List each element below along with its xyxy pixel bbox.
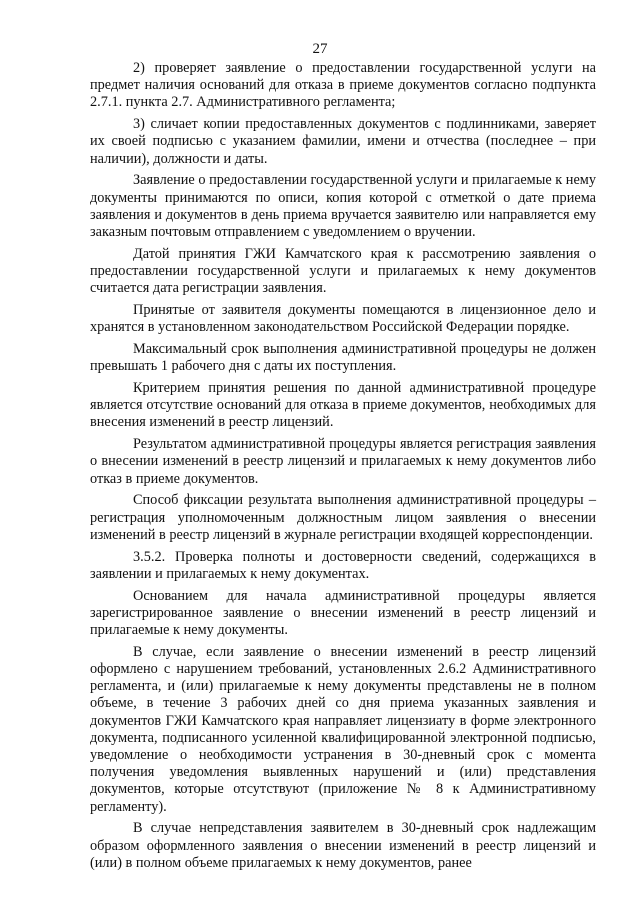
paragraph: Основанием для начала административной процедуры является зарегистрированное заявление о внесении изменений в реестр лицензий и прилагаемые к нему документы.	[90, 587, 596, 639]
paragraph: Максимальный срок выполнения административной процедуры не должен превышать 1 рабочего дня с даты их поступления.	[90, 341, 596, 375]
paragraph: Принятые от заявителя документы помещаются в лицензионное дело и хранятся в установленном законодательством Российской Федерации порядке.	[90, 302, 596, 336]
paragraph: Заявление о предоставлении государственной услуги и прилагаемые к нему документы принимаются по описи, копия которой с отметкой о дате приема заявления и документов в день приема вручается заявителю или направляется ему заказным почтовым отправлением с уведомлением о вручении.	[90, 172, 596, 241]
paragraph: В случае непредставления заявителем в 30-дневный срок надлежащим образом оформленного заявления о внесении изменений в реестр лицензий и (или) в полном объеме прилагаемых к нему документов, ранее	[90, 820, 596, 871]
page-number: 27	[312, 41, 328, 57]
paragraph: Результатом административной процедуры является регистрация заявления о внесении изменений в реестр лицензий и прилагаемых к нему документов либо отказ в приеме документов.	[90, 436, 596, 487]
paragraph: 3) сличает копии предоставленных документов с подлинниками, заверяет их своей подписью с указанием фамилии, имени и отчества (последнее – при наличии), должности и даты.	[90, 116, 596, 167]
paragraph: В случае, если заявление о внесении изменений в реестр лицензий оформлено с нарушением требований, установленных 2.6.2 Административного регламента, и (или) прилагаемые к нему документы представлены не в полном объеме, в течение 3 рабочих дней со дня приема указанных заявления и документов ГЖИ Камчатского края направляет лицензиату в форме электронного документа, подписанного усиленной квалифицированной электронной подписью, уведомление о необходимости устранения в 30-дневный срок с момента получения уведомления выявленных нарушений и (или) представления документов, которые отсутствуют (приложение № 8 к Административному регламенту).	[90, 643, 596, 815]
paragraph: Способ фиксации результата выполнения административной процедуры – регистрация уполномоченным должностным лицом заявления о внесении изменений в реестр лицензий в журнале регистрации входящей корреспонденции.	[90, 492, 596, 543]
paragraph: 2) проверяет заявление о предоставлении государственной услуги на предмет наличия оснований для отказа в приеме документов согласно подпункта 2.7.1. пункта 2.7. Административного регламента;	[90, 60, 596, 111]
section-heading-3-5-2: 3.5.2. Проверка полноты и достоверности сведений, содержащихся в заявлении и прилагаемых к нему документах.	[90, 548, 596, 582]
document-body	[90, 60, 596, 872]
paragraph: Датой принятия ГЖИ Камчатского края к рассмотрению заявления о предоставлении государственной услуги и прилагаемых к нему документов считается дата регистрации заявления.	[90, 245, 596, 297]
paragraph: Критерием принятия решения по данной административной процедуре является отсутствие оснований для отказа в приеме документов, необходимых для внесения изменений в реестр лицензий.	[90, 380, 596, 431]
